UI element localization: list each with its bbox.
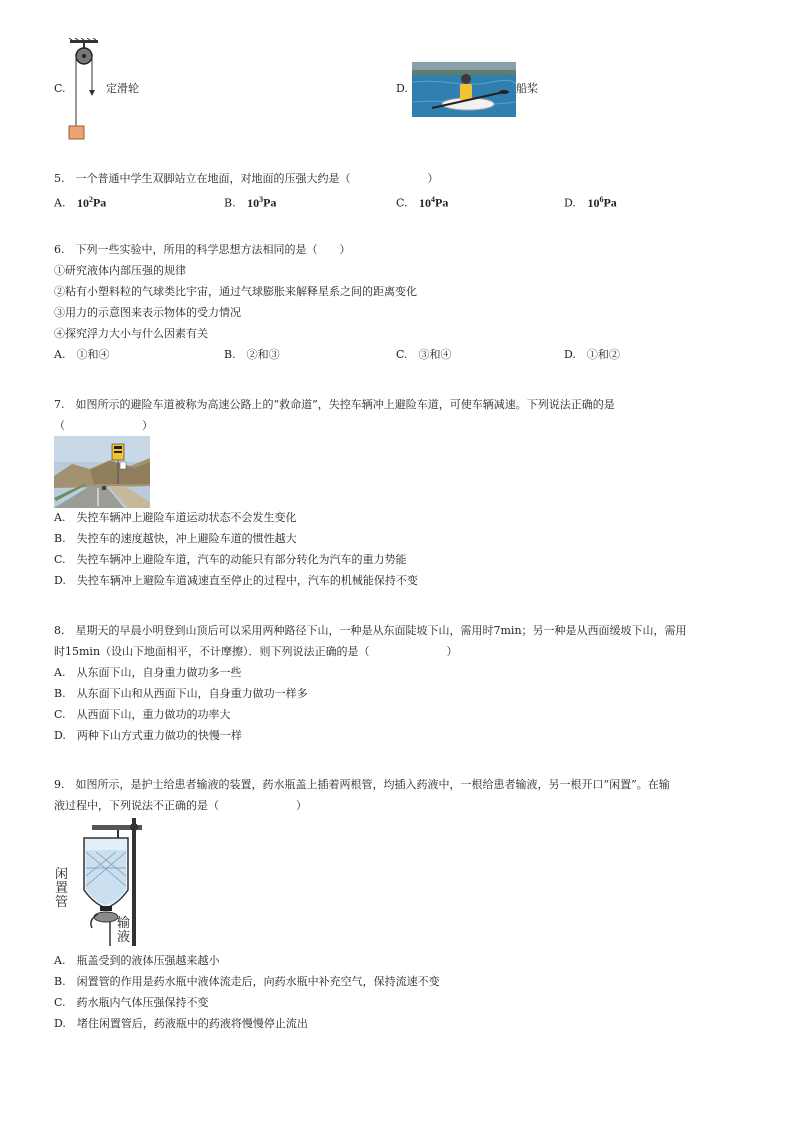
iv-drip-figure bbox=[58, 816, 154, 948]
rowing-boat-photo bbox=[412, 62, 516, 117]
option-exponent: 3 bbox=[259, 195, 264, 204]
option-base: 10 bbox=[587, 195, 600, 210]
idle-tube-label: 闲置管 bbox=[55, 867, 69, 910]
option-letter: D. bbox=[564, 196, 576, 210]
q6-stem: 6. 下列一些实验中，所用的科学思想方法相同的是（ ） bbox=[54, 243, 351, 256]
q8-option-b[interactable]: B. 从东面下山和从西面下山，自身重力做功一样多 bbox=[54, 687, 308, 700]
option-exponent: 4 bbox=[431, 195, 436, 204]
q8-option-c[interactable]: C. 从西面下山，重力做功的功率大 bbox=[54, 708, 231, 721]
q5-option-c[interactable] bbox=[396, 193, 448, 211]
q5-option-b[interactable] bbox=[224, 193, 276, 211]
q6-item-1: ①研究液体内部压强的规律 bbox=[54, 264, 186, 277]
fixed-pulley-figure bbox=[64, 38, 104, 142]
q6-options bbox=[54, 348, 754, 362]
option-letter: C. bbox=[396, 196, 408, 210]
q9-option-d[interactable]: D. 堵住闲置管后，药液瓶中的药液将慢慢停止流出 bbox=[54, 1017, 308, 1030]
q9-option-b[interactable]: B. 闲置管的作用是药水瓶中液体流走后，向药水瓶中补充空气，保持流速不变 bbox=[54, 975, 440, 988]
q5-option-d[interactable] bbox=[564, 193, 617, 211]
option-exponent: 6 bbox=[599, 195, 604, 204]
q7-option-a[interactable]: A. 失控车辆冲上避险车道运动状态不会发生变化 bbox=[54, 511, 297, 524]
q9-stem-cont: 液过程中，下列说法不正确的是（ ） bbox=[54, 799, 307, 812]
q7-stem: 7. 如图所示的避险车道被称为高速公路上的“救命道”，失控车辆冲上避险车道，可使车辆减速。下列说法正确的是 bbox=[54, 398, 615, 411]
q9-stem: 9. 如图所示，是护士给患者输液的装置，药水瓶盖上插着两根管，均插入药液中，一根给患者输液，另一根开口“闲置”。在输 bbox=[54, 778, 670, 791]
q7-option-c[interactable]: C. 失控车辆冲上避险车道，汽车的动能只有部分转化为汽车的重力势能 bbox=[54, 553, 407, 566]
option-unit: Pa bbox=[263, 195, 277, 210]
option-letter: A. bbox=[54, 196, 66, 210]
infusion-label: 输液 bbox=[117, 916, 131, 945]
q8-option-d[interactable]: D. 两种下山方式重力做功的快慢一样 bbox=[54, 729, 242, 742]
escape-ramp-photo bbox=[54, 436, 150, 508]
q7-stem-cont: （ ） bbox=[54, 419, 153, 432]
q8-option-a[interactable]: A. 从东面下山，自身重力做功多一些 bbox=[54, 666, 242, 679]
option-unit: Pa bbox=[92, 195, 107, 210]
option-d-letter: D. bbox=[396, 82, 408, 95]
q6-option-d[interactable]: D. ①和② bbox=[564, 348, 620, 361]
option-unit: Pa bbox=[603, 195, 617, 210]
option-base: 10 bbox=[419, 195, 432, 210]
q6-item-2: ②粘有小塑料粒的气球类比宇宙，通过气球膨胀来解释星系之间的距离变化 bbox=[54, 285, 417, 298]
q8-stem: 8. 星期天的早晨小明登到山顶后可以采用两种路径下山，一种是从东面陡坡下山，需用时7min；另一种是从西面缓坡下山，需用 bbox=[54, 624, 687, 637]
q6-item-3: ③用力的示意图来表示物体的受力情况 bbox=[54, 306, 241, 319]
q9-option-c[interactable]: C. 药水瓶内气体压强保持不变 bbox=[54, 996, 209, 1009]
option-unit: Pa bbox=[435, 195, 449, 210]
q6-item-4: ④探究浮力大小与什么因素有关 bbox=[54, 327, 208, 340]
option-base: 10 bbox=[76, 195, 89, 210]
option-base: 10 bbox=[247, 195, 260, 210]
q6-option-a[interactable]: A. ①和④ bbox=[54, 348, 110, 361]
option-c-letter: C. bbox=[54, 82, 66, 95]
q7-option-b[interactable]: B. 失控车的速度越快，冲上避险车道的惯性越大 bbox=[54, 532, 297, 545]
q8-stem-cont: 时15min（设山下地面相平，不计摩擦）．则下列说法正确的是（ ） bbox=[54, 645, 458, 658]
option-d-label: 船桨 bbox=[516, 82, 538, 95]
q5-options bbox=[54, 193, 754, 210]
option-c-label: 定滑轮 bbox=[106, 82, 139, 95]
q7-option-d[interactable]: D. 失控车辆冲上避险车道减速直至停止的过程中，汽车的机械能保持不变 bbox=[54, 574, 418, 587]
q9-option-a[interactable]: A. 瓶盖受到的液体压强越来越小 bbox=[54, 954, 220, 967]
q6-option-c[interactable]: C. ③和④ bbox=[396, 348, 452, 361]
q5-option-a[interactable] bbox=[54, 193, 106, 211]
option-letter: B. bbox=[224, 196, 236, 210]
q6-option-b[interactable]: B. ②和③ bbox=[224, 348, 280, 361]
option-exponent: 2 bbox=[88, 195, 93, 204]
q5-stem: 5. 一个普通中学生双脚站立在地面，对地面的压强大约是（ ） bbox=[54, 172, 439, 185]
